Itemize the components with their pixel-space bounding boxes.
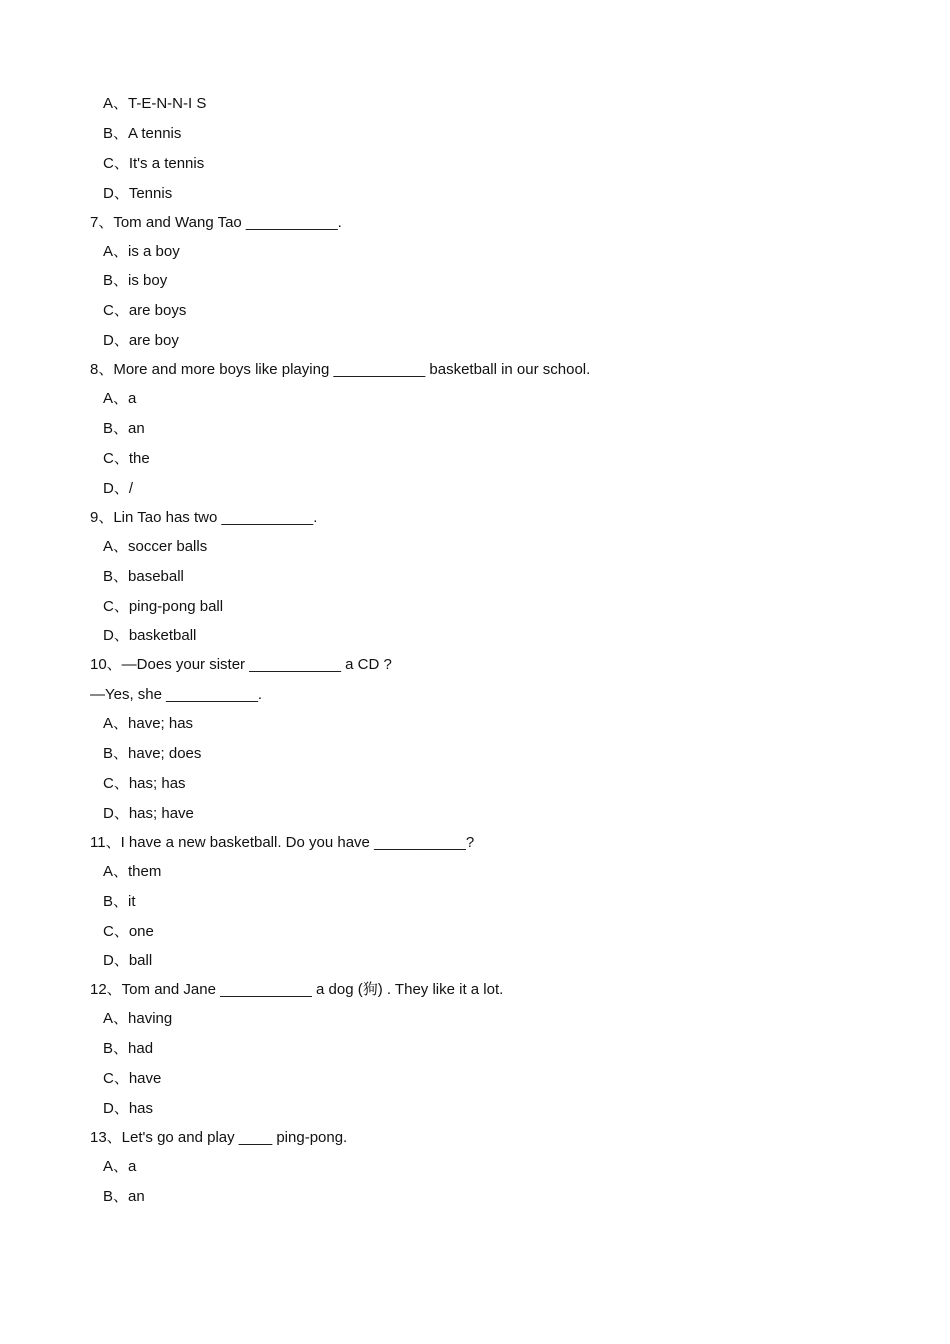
- question-7: 7、Tom and Wang Tao ___________.: [90, 214, 342, 231]
- question-12: 12、Tom and Jane ___________ a dog (狗) . They like it a lot.: [90, 981, 504, 998]
- option-line: B、have; does: [103, 745, 202, 762]
- option-line: D、ball: [103, 952, 153, 969]
- option-line: B、A tennis: [103, 125, 182, 142]
- option-line: C、the: [103, 450, 150, 467]
- question-10-reply: —Yes, she ___________.: [90, 686, 263, 703]
- option-line: B、baseball: [103, 568, 184, 585]
- option-line: B、an: [103, 420, 145, 437]
- question-11: 11、I have a new basketball. Do you have ___________?: [90, 834, 475, 851]
- option-line: C、are boys: [103, 302, 187, 319]
- option-line: A、having: [103, 1010, 173, 1027]
- option-line: B、is boy: [103, 272, 168, 289]
- option-line: A、have; has: [103, 715, 194, 732]
- option-line: B、it: [103, 893, 136, 910]
- option-line: D、/: [103, 480, 134, 497]
- option-line: A、is a boy: [103, 243, 180, 260]
- option-line: A、them: [103, 863, 162, 880]
- option-line: A、a: [103, 390, 137, 407]
- option-line: C、ping-pong ball: [103, 598, 224, 615]
- option-line: C、have: [103, 1070, 162, 1087]
- option-line: C、It's a tennis: [103, 155, 205, 172]
- question-10: 10、—Does your sister ___________ a CD ?: [90, 656, 392, 673]
- option-line: D、has: [103, 1100, 154, 1117]
- question-13: 13、Let's go and play ____ ping-pong.: [90, 1129, 348, 1146]
- question-8: 8、More and more boys like playing ___________ basketball in our school.: [90, 361, 591, 378]
- option-line: C、one: [103, 923, 154, 940]
- option-line: B、an: [103, 1188, 145, 1205]
- option-line: D、basketball: [103, 627, 197, 644]
- option-line: A、T-E-N-N-I S: [103, 95, 207, 112]
- question-9: 9、Lin Tao has two ___________.: [90, 509, 318, 526]
- option-line: D、are boy: [103, 332, 179, 349]
- option-line: B、had: [103, 1040, 154, 1057]
- option-line: A、soccer balls: [103, 538, 208, 555]
- option-line: C、has; has: [103, 775, 186, 792]
- option-line: D、Tennis: [103, 185, 173, 202]
- option-line: D、has; have: [103, 805, 194, 822]
- option-line: A、a: [103, 1158, 137, 1175]
